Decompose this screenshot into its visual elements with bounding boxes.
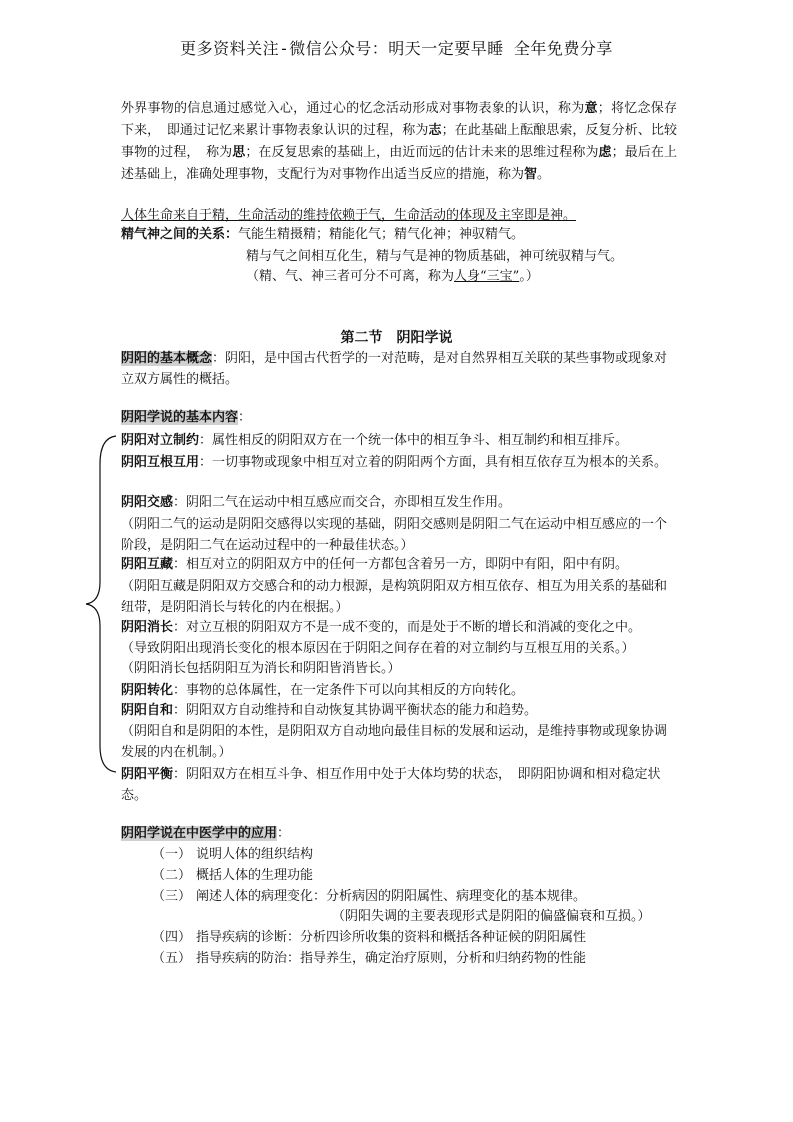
- jingqishen-relation: 精气神之间的关系：气能生精摄精；精能化气；精气化神；神驭精气。: [121, 227, 525, 242]
- application-heading: 阴阳学说在中医学中的应用：: [121, 826, 291, 841]
- list-item: 阴阳转化：事物的总体属性，在一定条件下可以向其相反的方向转化。: [121, 683, 525, 698]
- list-item: （导致阴阳出现消长变化的根本原因在于阴阳之间存在着的对立制约与互根互用的关系。）: [121, 641, 635, 656]
- jingqishen-line2: 精与气之间相互化生，精与气是神的物质基础，神可统驭精与气。: [246, 249, 624, 264]
- yinyang-content-heading: 阴阳学说的基本内容：: [121, 410, 252, 425]
- application-item: （三） 阐述人体的病理变化：分析病因的阴阳属性、病理变化的基本规律。: [152, 889, 587, 904]
- life-origin-statement: 人体生命来自于精，生命活动的维持依赖于气，生命活动的体现及主宰即是神。: [121, 208, 577, 223]
- list-item: 阴阳对立制约：属性相反的阴阳双方在一个统一体中的相互争斗、相互制约和相互排斥。: [121, 433, 629, 448]
- intro-paragraph: 外界事物的信息通过感觉入心，通过心的忆念活动形成对事物表象的认识，称为意；将忆念保存下来， 即通过记忆来累计事物表象认识的过程，称为志；在此基础上酝酿思索，反复分析、比较事物的过程， 称为思；在反复思索的基础上，由近而远的估计未来的思维过程称为虑；最后在上述基础上，准确处理事物，支配行为对事物作出适当反应的措施，称为智。: [121, 101, 677, 182]
- list-item: 阴阳交感：阴阳二气在运动中相互感应而交合，亦即相互发生作用。: [121, 495, 512, 510]
- page-header: 更多资料关注-微信公众号：明天一定要早睡 全年免费分享: [180, 39, 613, 58]
- list-item: 阴阳互根互用：一切事物或现象中相互对立着的阴阳两个方面，具有相互依存互为根本的关系。: [121, 455, 668, 470]
- list-item: 阴阳自和：阴阳双方自动维持和自动恢复其协调平衡状态的能力和趋势。: [121, 703, 538, 718]
- list-item: （阴阳二气的运动是阴阳交感得以实现的基础，阴阳交感则是阴阳二气在运动中相互感应的一个阶段，是阴阳二气在运动过程中的一种最佳状态。）: [121, 517, 668, 553]
- yinyang-concept: 阴阳的基本概念：阴阳，是中国古代哲学的一对范畴，是对自然界相互关联的某些事物或现象对立双方属性的概括。: [121, 351, 668, 387]
- section-title: 第二节 阴阳学说: [340, 330, 453, 346]
- application-item: （一） 说明人体的组织结构: [152, 847, 314, 862]
- list-item: 阴阳平衡：阴阳双方在相互斗争、相互作用中处于大体均势的状态， 即阴阳协调和相对稳定状态。: [121, 767, 661, 803]
- list-item: 阴阳消长：对立互根的阴阳双方不是一成不变的，而是处于不断的增长和消减的变化之中。: [121, 620, 642, 635]
- list-item: （阴阳消长包括阴阳互为消长和阴阳皆消皆长。）: [121, 661, 401, 676]
- application-note: （阴阳失调的主要表现形式是阴阳的偏盛偏衰和互损。）: [332, 909, 651, 924]
- list-item: （阴阳互藏是阴阳双方交感合和的动力根源，是构筑阴阳双方相互依存、相互为用关系的基础和纽带，是阴阳消长与转化的内在根据。）: [121, 579, 668, 615]
- left-curly-brace: [84, 434, 118, 774]
- jingqishen-line3: （精、气、神三者可分不可离，称为人身“三宝”。）: [246, 269, 539, 284]
- application-item: （四） 指导疾病的诊断：分析四诊所收集的资料和概括各种证候的阴阳属性: [152, 930, 587, 945]
- application-item: （五） 指导疾病的防治：指导养生，确定治疗原则，分析和归纳药物的性能: [152, 951, 587, 966]
- list-item: 阴阳互藏：相互对立的阴阳双方中的任何一方都包含着另一方，即阴中有阳，阳中有阴。: [121, 557, 629, 572]
- list-item: （阴阳自和是阴阳的本性，是阴阳双方自动地向最佳目标的发展和运动，是维持事物或现象协调发展的内在机制。）: [121, 724, 668, 760]
- application-item: （二） 概括人体的生理功能: [152, 868, 314, 883]
